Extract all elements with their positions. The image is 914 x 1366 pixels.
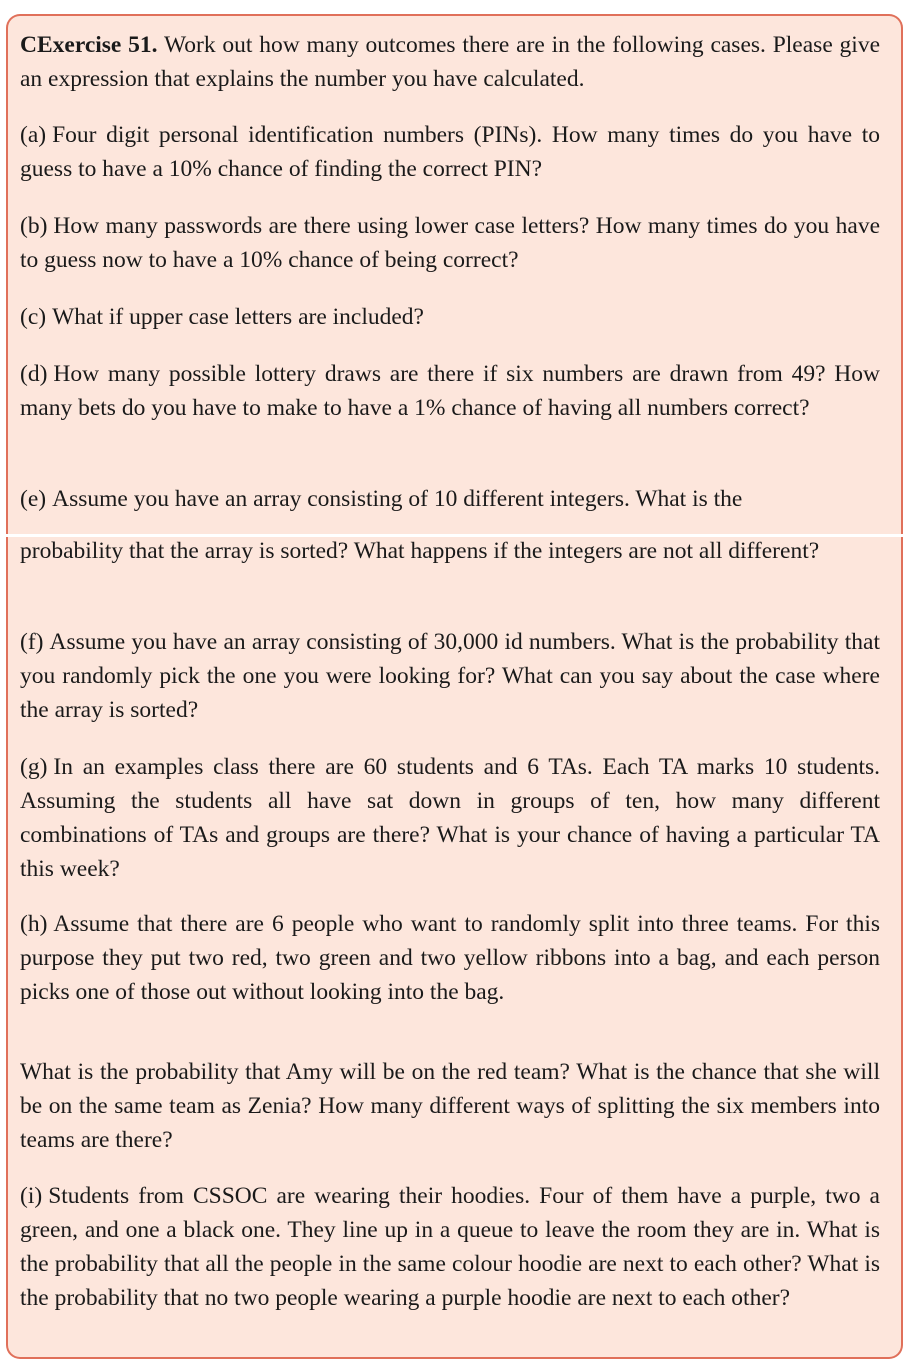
exercise-title: CExercise 51. [20,32,158,58]
part-h-extra [20,1055,880,1157]
part-h-text: Assume that there are 6 people who want to randomly split into three teams. For this purpose they put two red, two green and two yellow ribbons into a bag, and each person picks one of those out without looking into the bag. [20,911,880,1005]
part-a [20,118,880,186]
part-e [20,482,880,516]
part-f-text: Assume you have an array consisting of 30,000 id numbers. What is the probability that you randomly pick the one you were looking for? What can you say about the case where the array is sorted? [20,629,880,723]
part-a-text: Four digit personal identification numbers (PINs). How many times do you have to guess to have a 10% chance of finding the correct PIN? [20,122,880,182]
part-h-text-extra: What is the probability that Amy will be on the red team? What is the chance that she will be on the same team as Zenia? How many different ways of splitting the six members into teams are there? [20,1059,880,1153]
part-c-label: (c) [20,304,47,330]
part-h-label: (h) [20,911,48,937]
part-g [20,750,880,886]
part-h [20,907,880,1009]
part-i-text: Students from CSSOC are wearing their hoodies. Four of them have a purple, two a green, and one a black one. They line up in a queue to leave the room they are in. What is the probability that all the people in the same colour hoodie are next to each other? What is the probability that no two people wearing a purple hoodie are next to each other? [20,1183,880,1311]
part-f [20,625,880,727]
part-c-text: What if upper case letters are included? [52,304,424,330]
part-b [20,209,880,277]
part-c [20,300,880,334]
part-d-text: How many possible lottery draws are there if six numbers are drawn from 49? How many bets do you have to make to have a 1% chance of having all numbers correct? [20,361,880,421]
part-e-label: (e) [20,486,47,512]
part-a-label: (a) [20,122,47,148]
part-i-label: (i) [20,1183,43,1209]
exercise-intro [20,28,880,96]
part-e-text-continued: probability that the array is sorted? What happens if the integers are not all different? [20,538,820,564]
part-f-label: (f) [20,629,44,655]
part-b-label: (b) [20,213,48,239]
part-g-label: (g) [20,754,48,780]
exercise-intro-text: Work out how many outcomes there are in the following cases. Please give an expression that explains the number you have calculated. [20,32,881,92]
part-e-continued [20,534,880,568]
part-b-text: How many passwords are there using lower case letters? How many times do you have to guess now to have a 10% chance of being correct? [20,213,880,273]
part-g-text: In an examples class there are 60 students and 6 TAs. Each TA marks 10 students. Assuming the students all have sat down in groups of ten, how many different combinations of TAs and groups are there? What is your chance of having a particular TA this week? [20,754,880,882]
part-i [20,1179,880,1315]
part-e-text-first: Assume you have an array consisting of 10 different integers. What is the [52,486,743,512]
part-d-label: (d) [20,361,48,387]
part-d [20,357,880,425]
